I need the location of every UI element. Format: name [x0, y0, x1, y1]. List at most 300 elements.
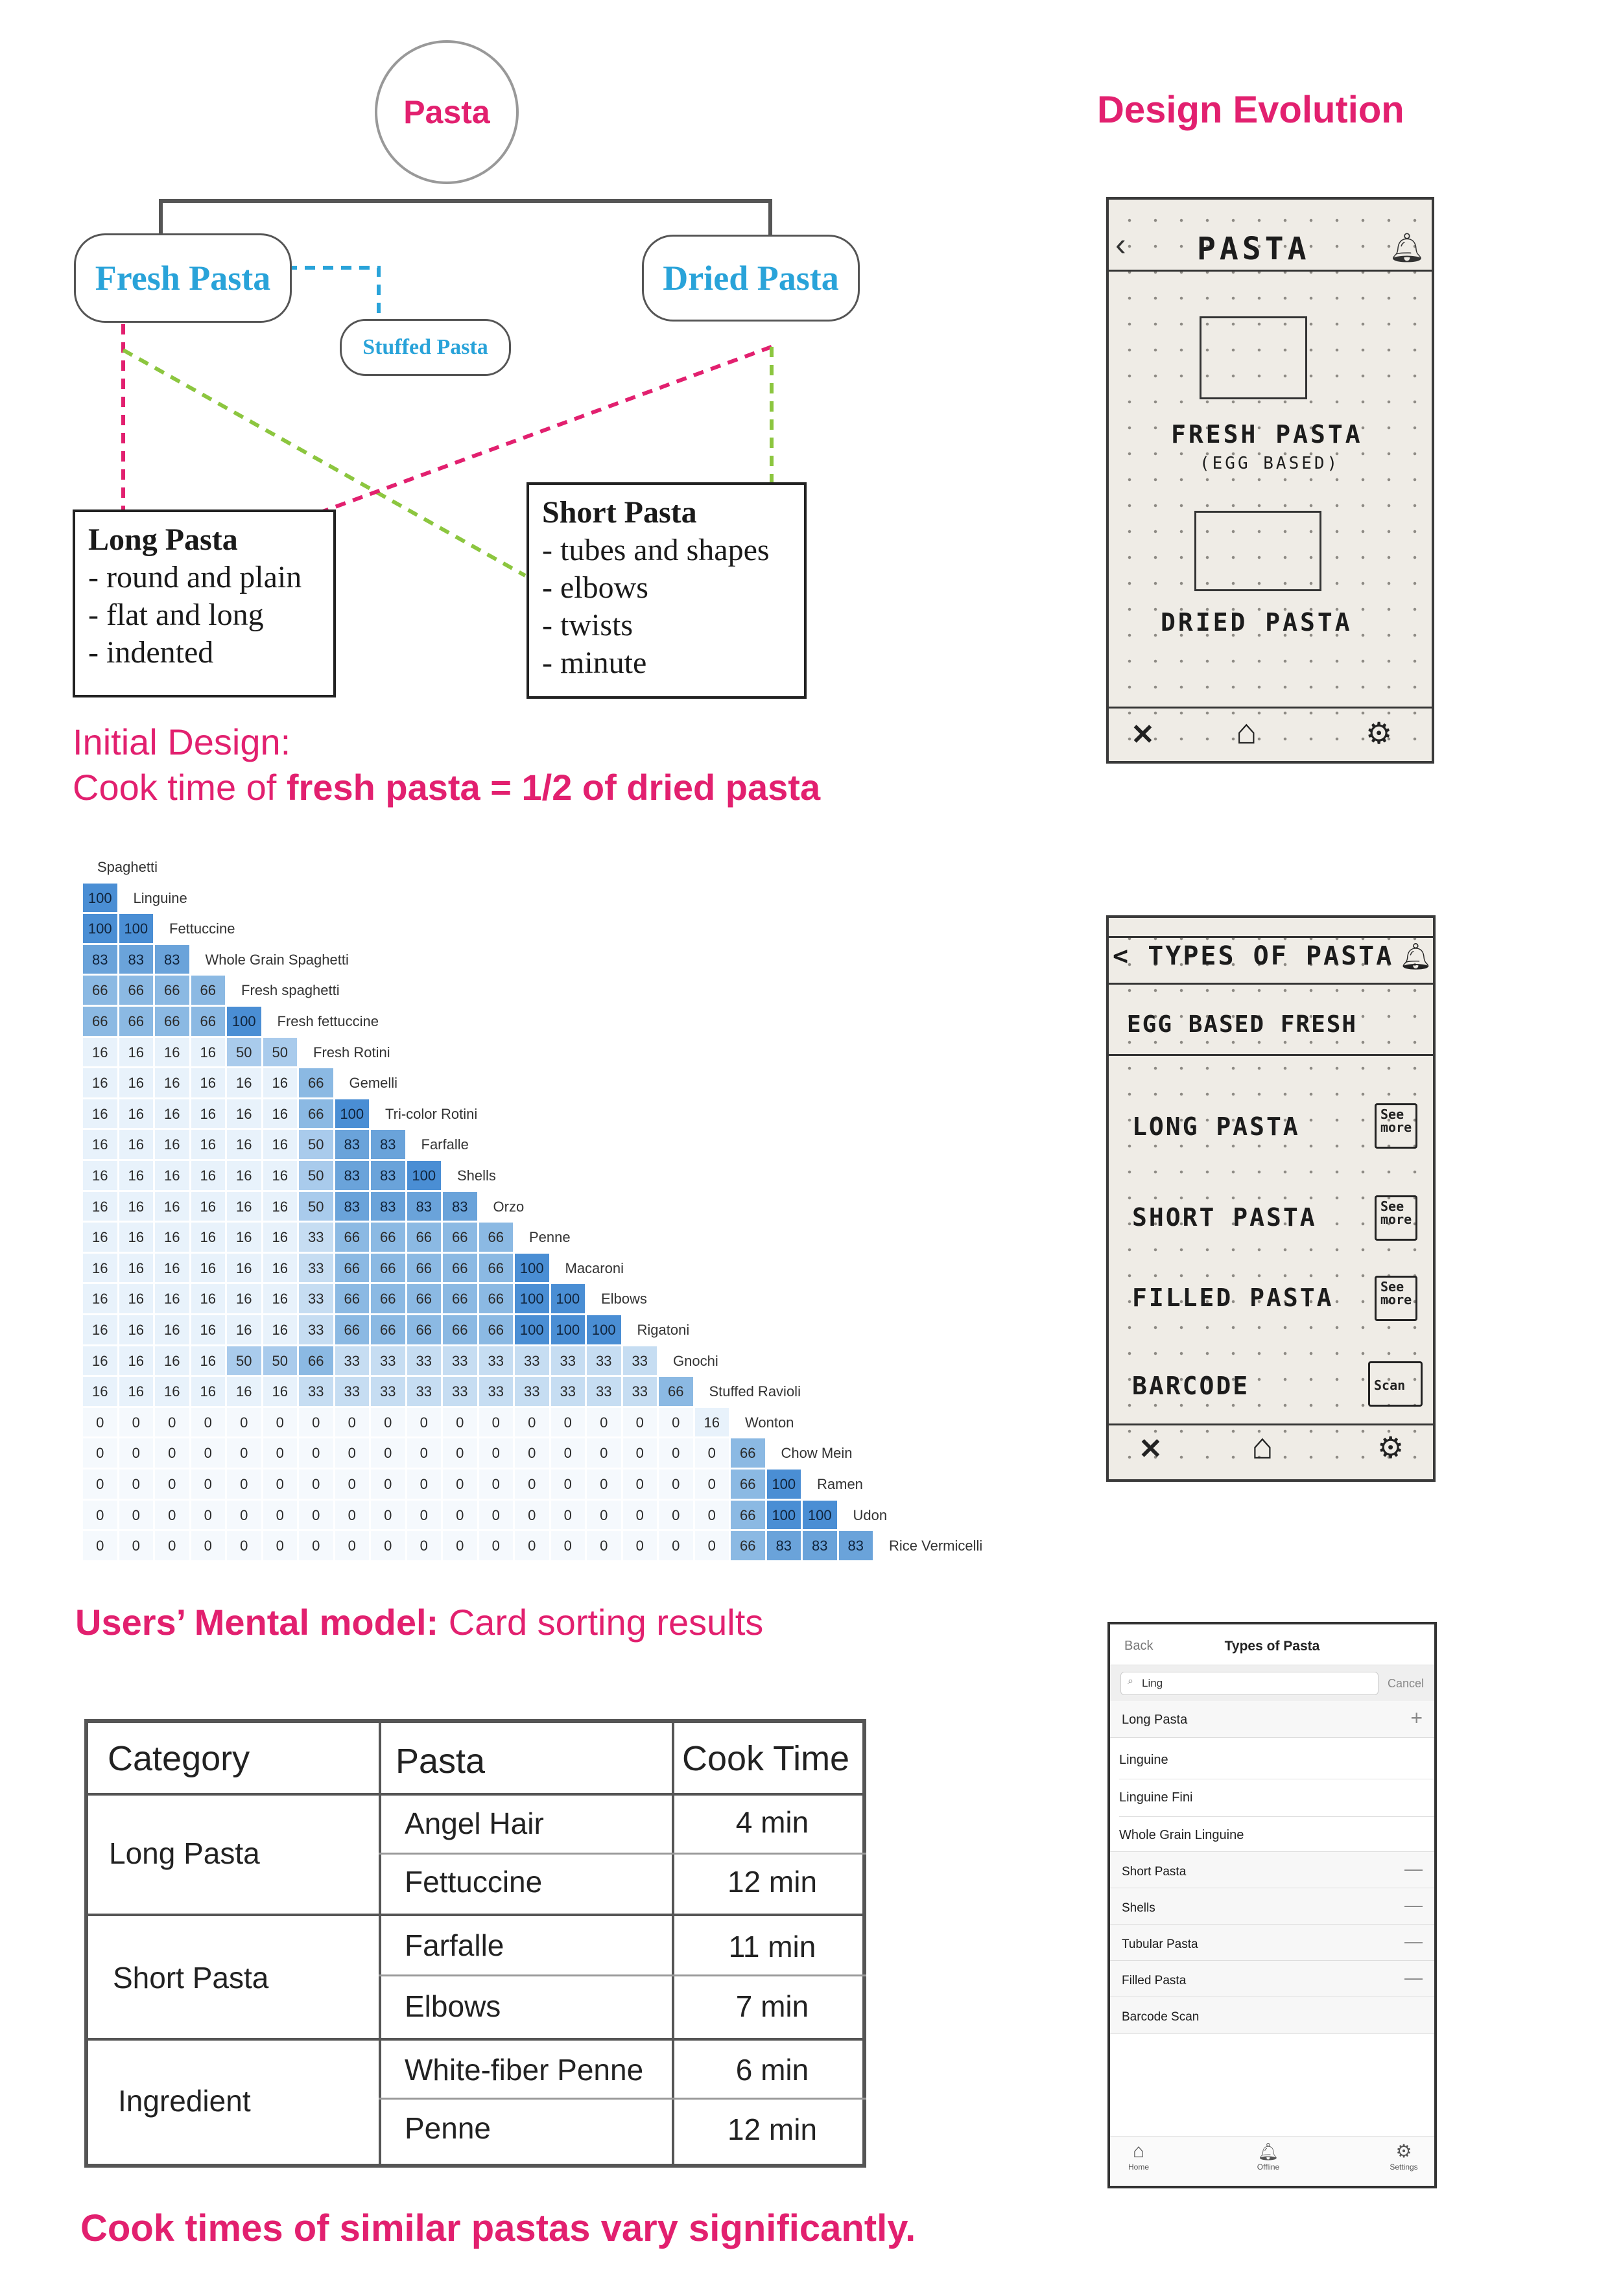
heatmap-cell: 0 — [443, 1531, 479, 1562]
heatmap-cell: 66 — [659, 1377, 694, 1407]
heatmap-row-label: Stuffed Ravioli — [709, 1383, 801, 1400]
table-pasta: Penne — [405, 2111, 491, 2145]
tab-bar — [1110, 2136, 1434, 2186]
heatmap-cell: 0 — [515, 1501, 550, 1531]
heatmap-cell: 0 — [551, 1438, 587, 1469]
heatmap-cell: 83 — [839, 1531, 875, 1562]
table-category: Short Pasta — [113, 1961, 269, 1995]
table-rule — [88, 1914, 862, 1916]
heatmap-cell: 66 — [731, 1438, 766, 1469]
heatmap-cell: 16 — [119, 1099, 155, 1130]
heatmap-cell: 0 — [371, 1408, 407, 1438]
heatmap-cell: 0 — [335, 1408, 371, 1438]
heatmap-cell: 66 — [335, 1315, 371, 1346]
short-pasta-box — [527, 482, 807, 699]
heatmap-cell: 0 — [227, 1531, 263, 1562]
heatmap-cell: 0 — [119, 1501, 155, 1531]
heatmap-cell: 16 — [263, 1130, 299, 1160]
heatmap-cell: 33 — [371, 1377, 407, 1407]
heatmap-cell: 16 — [191, 1223, 227, 1253]
heatmap-cell: 16 — [119, 1161, 155, 1191]
heatmap-cell: 33 — [551, 1377, 587, 1407]
heatmap-cell: 33 — [587, 1377, 622, 1407]
table-header-cook-time: Cook Time — [682, 1739, 850, 1778]
heatmap-cell: 66 — [119, 976, 155, 1006]
heatmap-cell: 0 — [407, 1531, 443, 1562]
heatmap-cell: 0 — [695, 1501, 731, 1531]
heatmap-cell: 16 — [191, 1377, 227, 1407]
heatmap-cell: 66 — [479, 1223, 515, 1253]
heatmap-cell: 100 — [551, 1315, 587, 1346]
heatmap-cell: 100 — [83, 884, 119, 914]
heatmap-cell: 83 — [335, 1130, 371, 1160]
table-category: Ingredient — [118, 2084, 251, 2118]
heatmap-cell: 0 — [443, 1438, 479, 1469]
heatmap-row-label: Rigatoni — [637, 1322, 690, 1338]
heatmap-cell: 66 — [371, 1254, 407, 1284]
gear-icon: ⚙ — [1366, 716, 1393, 750]
conclusion-text: Cook times of similar pastas vary significantly. — [80, 2207, 916, 2249]
heatmap-cell: 0 — [263, 1438, 299, 1469]
heatmap-cell: 83 — [371, 1161, 407, 1191]
heatmap-cell: 33 — [479, 1346, 515, 1377]
heatmap-cell: 0 — [299, 1531, 335, 1562]
expand-minus-icon: — — [1404, 1931, 1423, 1951]
sketch2-top-line — [1109, 936, 1433, 938]
table-header-pasta: Pasta — [396, 1742, 486, 1781]
heatmap-cell: 16 — [191, 1038, 227, 1068]
heatmap-cell: 0 — [299, 1408, 335, 1438]
image-placeholder — [1194, 511, 1321, 591]
image-placeholder — [1200, 316, 1307, 399]
heatmap-cell: 0 — [551, 1501, 587, 1531]
heatmap-cell: 0 — [119, 1408, 155, 1438]
heatmap-cell: 0 — [371, 1501, 407, 1531]
heatmap-cell: 0 — [299, 1438, 335, 1469]
heatmap-cell: 0 — [263, 1501, 299, 1531]
heatmap-cell: 16 — [191, 1068, 227, 1099]
sketch2-divider — [1109, 1054, 1433, 1056]
heatmap-cell: 0 — [83, 1531, 119, 1562]
heatmap-cell: 16 — [155, 1038, 191, 1068]
heatmap-cell: 0 — [623, 1408, 659, 1438]
sketch1-option-fresh-sub: (EGG BASED) — [1200, 454, 1340, 473]
expand-minus-icon: — — [1404, 1895, 1423, 1915]
heatmap-cell: 0 — [587, 1408, 622, 1438]
heatmap-cell: 33 — [515, 1346, 550, 1377]
heatmap-cell: 16 — [263, 1284, 299, 1315]
heatmap-cell: 100 — [767, 1470, 803, 1500]
heatmap-cell: 0 — [299, 1501, 335, 1531]
heatmap-cell: 83 — [767, 1531, 803, 1562]
heatmap-cell: 16 — [83, 1254, 119, 1284]
sketch2-row: FILLED PASTA — [1132, 1283, 1334, 1312]
heatmap-cell: 33 — [407, 1346, 443, 1377]
heatmap-cell: 0 — [623, 1470, 659, 1500]
section-short-pasta[interactable] — [1110, 1851, 1434, 1888]
bell-icon: 🔔︎ — [1389, 232, 1425, 264]
heatmap-cell: 0 — [407, 1408, 443, 1438]
heatmap-cell: 0 — [119, 1531, 155, 1562]
sketch2-row: SHORT PASTA — [1132, 1203, 1317, 1232]
heatmap-cell: 0 — [191, 1438, 227, 1469]
heatmap-cell: 83 — [83, 945, 119, 976]
heatmap-cell: 16 — [191, 1130, 227, 1160]
heatmap-cell: 0 — [479, 1501, 515, 1531]
search-icon: ⌕ — [1128, 1676, 1133, 1687]
heatmap-cell: 0 — [119, 1438, 155, 1469]
collapse-plus-icon: + — [1410, 1706, 1423, 1729]
heatmap-cell: 0 — [695, 1470, 731, 1500]
heatmap-cell: 16 — [263, 1099, 299, 1130]
dried-pasta-node — [642, 235, 860, 322]
heatmap-cell: 16 — [155, 1346, 191, 1377]
heatmap-cell: 16 — [695, 1408, 731, 1438]
short-pasta-item: - tubes and shapes — [542, 533, 770, 567]
tab-offline-label: Offline — [1257, 2162, 1280, 2172]
heatmap-cell: 0 — [227, 1408, 263, 1438]
sketch1-header-line — [1109, 270, 1432, 272]
heatmap-cell: 0 — [155, 1501, 191, 1531]
heatmap-cell: 16 — [263, 1192, 299, 1223]
heatmap-cell: 66 — [479, 1254, 515, 1284]
heatmap-cell: 0 — [227, 1438, 263, 1469]
list-item-linguine-fini[interactable]: Linguine Fini — [1119, 1790, 1193, 1805]
heatmap-cell: 16 — [119, 1068, 155, 1099]
heatmap-cell: 100 — [803, 1501, 838, 1531]
heatmap-cell: 0 — [443, 1501, 479, 1531]
initial-design-prefix: Cook time of — [73, 767, 287, 808]
root-node — [375, 40, 519, 184]
heatmap-cell: 0 — [407, 1470, 443, 1500]
heatmap-cell: 0 — [515, 1470, 550, 1500]
heatmap-cell: 100 — [407, 1161, 443, 1191]
long-pasta-item: - flat and long — [88, 598, 264, 632]
heatmap-cell: 0 — [263, 1408, 299, 1438]
heatmap-cell: 16 — [155, 1284, 191, 1315]
section-label: Tubular Pasta — [1122, 1938, 1198, 1951]
gear-icon: ⚙ — [1377, 1431, 1404, 1464]
heatmap-cell: 0 — [515, 1531, 550, 1562]
cook-time-table — [84, 1719, 866, 2168]
heatmap-cell: 83 — [803, 1531, 838, 1562]
heatmap-cell: 16 — [227, 1192, 263, 1223]
heatmap-cell: 66 — [371, 1223, 407, 1253]
table-header-category: Category — [108, 1739, 250, 1778]
heatmap-cell: 0 — [659, 1531, 694, 1562]
heatmap-row-label: Fresh spaghetti — [241, 982, 340, 999]
heatmap-cell: 0 — [83, 1501, 119, 1531]
stuffed-pasta-label: Stuffed Pasta — [362, 335, 488, 359]
list-item-whole-grain-linguine[interactable]: Whole Grain Linguine — [1119, 1828, 1244, 1842]
stuffed-pasta-node — [340, 319, 511, 376]
heatmap-cell: 0 — [227, 1470, 263, 1500]
heatmap-cell: 83 — [335, 1161, 371, 1191]
heatmap-cell: 66 — [299, 1099, 335, 1130]
heatmap-cell: 0 — [551, 1408, 587, 1438]
heatmap-cell: 83 — [119, 945, 155, 976]
heatmap-row-label: Wonton — [745, 1414, 794, 1431]
heatmap-cell: 16 — [227, 1254, 263, 1284]
heatmap-cell: 33 — [299, 1315, 335, 1346]
search-input-value: Ling — [1142, 1677, 1163, 1689]
heatmap-cell: 83 — [371, 1130, 407, 1160]
heatmap-cell: 0 — [371, 1470, 407, 1500]
heatmap-row-label: Fresh Rotini — [313, 1044, 390, 1060]
chevron-left-icon: < — [1113, 941, 1131, 971]
heatmap-cell: 83 — [155, 945, 191, 976]
heatmap-cell: 16 — [83, 1130, 119, 1160]
sketch2-row: BARCODE — [1132, 1372, 1250, 1400]
tab-offline[interactable] — [1249, 2140, 1288, 2172]
table-rule — [379, 1974, 866, 1976]
heatmap-row-label: Rice Vermicelli — [889, 1538, 983, 1554]
initial-design-bold: fresh pasta = 1/2 of dried pasta — [286, 767, 821, 808]
heatmap-cell: 0 — [515, 1438, 550, 1469]
heatmap-cell: 16 — [83, 1192, 119, 1223]
heatmap-cell: 66 — [335, 1254, 371, 1284]
short-pasta-item: - minute — [542, 646, 647, 680]
heatmap-cell: 0 — [191, 1408, 227, 1438]
back-button[interactable]: Back — [1124, 1639, 1154, 1653]
heatmap-cell: 100 — [119, 914, 155, 944]
initial-design-caption — [73, 720, 820, 810]
heatmap-cell: 33 — [443, 1346, 479, 1377]
heatmap-cell: 16 — [83, 1315, 119, 1346]
heatmap-cell: 66 — [731, 1501, 766, 1531]
mental-model-bold: Users’ Mental model: — [75, 1602, 439, 1643]
heatmap-cell: 16 — [155, 1377, 191, 1407]
heatmap-cell: 16 — [227, 1284, 263, 1315]
see-more-button: See more — [1375, 1103, 1417, 1149]
heatmap-cell: 0 — [83, 1408, 119, 1438]
heatmap-row-label: Orzo — [493, 1198, 525, 1215]
heatmap-cell: 16 — [83, 1099, 119, 1130]
heatmap-row-label: Fresh fettuccine — [277, 1013, 379, 1029]
heatmap-cell: 83 — [407, 1192, 443, 1223]
heatmap-cell: 0 — [263, 1531, 299, 1562]
table-cook-time: 6 min — [735, 2053, 809, 2087]
gear-icon: ⚙ — [1395, 2141, 1412, 2161]
table-cook-time: 7 min — [735, 1989, 809, 2023]
tab-settings[interactable] — [1381, 2140, 1426, 2172]
heatmap-cell: 0 — [191, 1501, 227, 1531]
tab-home-label: Home — [1128, 2162, 1149, 2172]
heatmap-cell: 0 — [623, 1438, 659, 1469]
heatmap-cell: 0 — [191, 1531, 227, 1562]
heatmap-cell: 16 — [227, 1223, 263, 1253]
heatmap-cell: 0 — [551, 1470, 587, 1500]
table-rule — [379, 2098, 866, 2100]
heatmap-cell: 16 — [191, 1346, 227, 1377]
heatmap-cell: 0 — [335, 1438, 371, 1469]
heatmap-cell: 33 — [299, 1254, 335, 1284]
heatmap-cell: 0 — [371, 1438, 407, 1469]
heatmap-cell: 33 — [335, 1346, 371, 1377]
heatmap-cell: 66 — [83, 976, 119, 1006]
heatmap-row-label: Ramen — [817, 1476, 863, 1492]
home-icon: ⌂ — [1132, 2140, 1145, 2162]
sketch2-header-line — [1109, 983, 1433, 985]
table-category: Long Pasta — [109, 1836, 260, 1870]
heatmap-cell: 66 — [191, 1007, 227, 1037]
heatmap-cell: 16 — [191, 1161, 227, 1191]
mental-model-caption — [75, 1601, 763, 1643]
heatmap-cell: 16 — [119, 1315, 155, 1346]
heatmap-cell: 66 — [443, 1284, 479, 1315]
chevron-left-icon: ‹ — [1115, 226, 1126, 263]
section-barcode-scan[interactable] — [1110, 1997, 1434, 2034]
heatmap-row-label: Tri-color Rotini — [385, 1105, 478, 1122]
final-app-screen — [1107, 1622, 1437, 2188]
heatmap-cell: 66 — [407, 1315, 443, 1346]
heatmap-cell: 33 — [299, 1377, 335, 1407]
heatmap-cell: 100 — [515, 1254, 550, 1284]
heatmap-row-label: Shells — [457, 1167, 496, 1184]
fresh-pasta-label: Fresh Pasta — [95, 259, 271, 298]
sketch1-title: PASTA — [1197, 231, 1310, 267]
heatmap-cell: 0 — [155, 1408, 191, 1438]
see-more-button: See more — [1375, 1195, 1417, 1241]
heatmap-cell: 33 — [587, 1346, 622, 1377]
heatmap-cell: 0 — [335, 1470, 371, 1500]
scan-button: Scan — [1368, 1361, 1423, 1407]
sketch2-title-text: TYPES OF PASTA — [1148, 941, 1394, 971]
sketch1-footer-line — [1109, 707, 1432, 709]
heatmap-cell: 50 — [299, 1161, 335, 1191]
heatmap-cell: 16 — [227, 1099, 263, 1130]
heatmap-row-label: Fettuccine — [169, 920, 235, 937]
heatmap-cell: 16 — [155, 1130, 191, 1160]
heatmap-cell: 0 — [551, 1531, 587, 1562]
heatmap-cell: 100 — [515, 1315, 550, 1346]
heatmap-cell: 16 — [227, 1130, 263, 1160]
tab-settings-label: Settings — [1390, 2162, 1418, 2172]
heatmap-cell: 0 — [299, 1470, 335, 1500]
heatmap-cell: 66 — [443, 1315, 479, 1346]
heatmap-cell: 66 — [479, 1284, 515, 1315]
table-cook-time: 12 min — [727, 1865, 818, 1899]
heatmap-cell: 100 — [83, 914, 119, 944]
section-long-pasta[interactable] — [1110, 1701, 1434, 1738]
heatmap-cell: 16 — [191, 1254, 227, 1284]
heatmap-cell: 0 — [479, 1531, 515, 1562]
long-pasta-box — [73, 510, 336, 697]
heatmap-cell: 33 — [335, 1377, 371, 1407]
heatmap-cell: 33 — [371, 1346, 407, 1377]
heatmap-cell: 0 — [623, 1501, 659, 1531]
short-pasta-item: - elbows — [542, 570, 648, 605]
heatmap-row-label: Udon — [853, 1506, 888, 1523]
section-label: Shells — [1122, 1901, 1155, 1915]
close-icon: ✕ — [1131, 719, 1155, 751]
heatmap-cell: 16 — [263, 1315, 299, 1346]
table-pasta: White-fiber Penne — [405, 2053, 644, 2087]
heatmap-cell: 100 — [551, 1284, 587, 1315]
table-cook-time: 11 min — [728, 1930, 816, 1963]
heatmap-row-label: Gemelli — [349, 1075, 398, 1092]
heatmap-cell: 33 — [551, 1346, 587, 1377]
section-filled-pasta[interactable] — [1110, 1960, 1434, 1997]
section-tubular-pasta[interactable] — [1110, 1924, 1434, 1961]
heatmap-cell: 33 — [443, 1377, 479, 1407]
mental-model-rest: Card sorting results — [438, 1602, 764, 1643]
list-item-linguine[interactable]: Linguine — [1119, 1753, 1168, 1767]
heatmap-cell: 0 — [479, 1470, 515, 1500]
heatmap-cell: 100 — [767, 1501, 803, 1531]
heatmap-cell: 66 — [371, 1315, 407, 1346]
table-rule — [88, 2038, 862, 2041]
heatmap-cell: 33 — [407, 1377, 443, 1407]
close-icon: ✕ — [1139, 1433, 1163, 1465]
sketch2-title — [1113, 941, 1393, 971]
heatmap-cell: 33 — [515, 1377, 550, 1407]
heatmap-cell: 0 — [119, 1470, 155, 1500]
heatmap-cell: 66 — [407, 1254, 443, 1284]
heatmap-cell: 0 — [335, 1531, 371, 1562]
fresh-pasta-node — [74, 233, 292, 323]
heatmap-cell: 16 — [227, 1315, 263, 1346]
heatmap-cell: 16 — [119, 1377, 155, 1407]
heatmap-cell: 16 — [227, 1161, 263, 1191]
heatmap-cell: 0 — [155, 1470, 191, 1500]
home-icon: ⌂ — [1251, 1425, 1273, 1466]
heatmap-cell: 0 — [83, 1438, 119, 1469]
initial-design-line1: Initial Design: — [73, 721, 291, 762]
heatmap-cell: 0 — [407, 1438, 443, 1469]
heatmap-cell: 33 — [479, 1377, 515, 1407]
table-cook-time: 12 min — [727, 2113, 818, 2146]
heatmap-cell: 0 — [659, 1438, 694, 1469]
heatmap-cell: 16 — [155, 1068, 191, 1099]
table-pasta: Fettuccine — [405, 1865, 543, 1899]
heatmap-cell: 50 — [299, 1192, 335, 1223]
heatmap-cell: 16 — [263, 1068, 299, 1099]
heatmap-cell: 16 — [83, 1377, 119, 1407]
tab-home[interactable] — [1119, 2140, 1158, 2172]
heatmap-cell: 0 — [443, 1470, 479, 1500]
sketch1-option-dried: DRIED PASTA — [1161, 608, 1353, 637]
heatmap-cell: 16 — [263, 1377, 299, 1407]
heatmap-row-label: Spaghetti — [97, 859, 158, 875]
heatmap-cell: 0 — [623, 1531, 659, 1562]
heatmap-cell: 16 — [119, 1192, 155, 1223]
section-label: Barcode Scan — [1122, 2010, 1200, 2024]
heatmap-cell: 33 — [623, 1377, 659, 1407]
sketch1-option-fresh: FRESH PASTA — [1171, 420, 1363, 449]
heatmap-row-label: Linguine — [133, 889, 187, 906]
heatmap-cell: 0 — [695, 1438, 731, 1469]
cancel-button[interactable]: Cancel — [1388, 1677, 1425, 1690]
heatmap-cell: 16 — [83, 1161, 119, 1191]
heatmap-cell: 0 — [695, 1531, 731, 1562]
heatmap-cell: 16 — [263, 1254, 299, 1284]
heatmap-cell: 0 — [371, 1531, 407, 1562]
heatmap-cell: 16 — [263, 1223, 299, 1253]
expand-minus-icon: — — [1404, 1967, 1423, 1987]
section-shells[interactable] — [1110, 1888, 1434, 1925]
heatmap-cell: 66 — [119, 1007, 155, 1037]
heatmap-cell: 16 — [119, 1223, 155, 1253]
heatmap-cell: 0 — [83, 1470, 119, 1500]
search-input[interactable] — [1120, 1672, 1378, 1695]
table-pasta: Elbows — [405, 1989, 501, 2023]
heatmap-cell: 66 — [335, 1284, 371, 1315]
heatmap-cell: 66 — [335, 1223, 371, 1253]
heatmap-cell: 0 — [407, 1501, 443, 1531]
heatmap-cell: 83 — [335, 1192, 371, 1223]
heatmap-cell: 66 — [443, 1254, 479, 1284]
